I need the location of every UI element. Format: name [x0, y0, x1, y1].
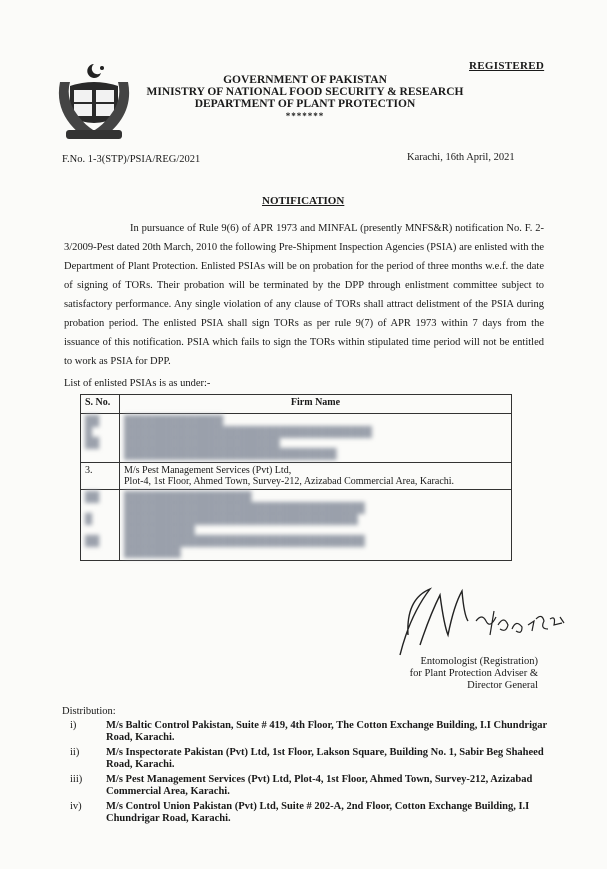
firm-name-header: Firm Name — [120, 395, 512, 414]
list-item-number: ii) — [70, 747, 80, 758]
list-item-text: M/s Baltic Control Pakistan, Suite # 419, 4th Floor, The Cotton Exchange Building, I.I Chundrigar Road, Karachi. — [106, 720, 547, 743]
list-item — [70, 774, 570, 798]
ministry-title: MINISTRY OF NATIONAL FOOD SECURITY & RESEARCH — [146, 86, 464, 98]
list-item-number: iv) — [70, 801, 82, 812]
list-item — [70, 801, 570, 825]
table-row — [81, 463, 512, 490]
firm-name: M/s Pest Management Services (Pvt) Ltd, — [124, 465, 292, 476]
list-item-text: M/s Control Union Pakistan (Pvt) Ltd, Suite # 202-A, 2nd Floor, Cotton Exchange Building, I.I Chundrigar Road, Karachi. — [106, 801, 530, 824]
redacted-cell: ██████████████ ███████████████████████████████████ ██████████████████████ ██████████████████████████████ — [120, 414, 512, 463]
government-title: GOVERNMENT OF PAKISTAN — [223, 74, 387, 86]
firm-address: Plot-4, 1st Floor, Ahmed Town, Survey-212, Azizabad Commercial Area, Karachi. — [124, 476, 455, 487]
letterhead — [140, 74, 470, 122]
psia-table — [80, 394, 512, 561]
signature-block — [388, 656, 538, 692]
list-item — [70, 720, 570, 744]
list-item — [70, 747, 570, 771]
table-header-row — [81, 395, 512, 414]
row-number: 3. — [81, 463, 120, 490]
distribution-label: Distribution: — [62, 706, 116, 717]
handwritten-signature-icon — [380, 585, 570, 665]
signatory-line3: Director General — [467, 680, 538, 691]
notification-body — [64, 219, 544, 371]
redacted-cell: ██████████████████ ██████████████████████████████████ █████████████████████████████████ ██████████ ██████████████████████████████████ ████████ — [120, 490, 512, 561]
registered-stamp: REGISTERED — [469, 60, 545, 72]
signatory-line2: for Plant Protection Adviser & — [409, 668, 538, 679]
list-item-number: iii) — [70, 774, 83, 785]
table-row-redacted — [81, 414, 512, 463]
sno-header: S. No. — [81, 395, 120, 414]
firm-name-cell — [120, 463, 512, 490]
list-item-text: M/s Pest Management Services (Pvt) Ltd, Plot-4, 1st Floor, Ahmed Town, Survey-212, Azizabad Commercial Area, Karachi. — [106, 774, 533, 797]
document-title: NOTIFICATION — [262, 195, 345, 207]
file-number: F.No. 1-3(STP)/PSIA/REG/2021 — [62, 154, 201, 165]
date-line: Karachi, 16th April, 2021 — [407, 152, 515, 163]
redacted-cell: ██ █ ██ — [81, 490, 120, 561]
list-item-text: M/s Inspectorate Pakistan (Pvt) Ltd, 1st Floor, Lakson Square, Building No. 1, Sabir Beg Shaheed Road, Karachi. — [106, 747, 544, 770]
list-intro: List of enlisted PSIAs is as under:- — [64, 378, 211, 389]
signatory-title: Entomologist (Registration) — [420, 656, 538, 667]
list-item-number: i) — [70, 720, 77, 731]
redacted-cell: ██ █ ██ — [81, 414, 120, 463]
department-title: DEPARTMENT OF PLANT PROTECTION — [194, 98, 416, 110]
state-emblem-icon — [56, 62, 132, 144]
distribution-list — [70, 720, 570, 828]
table-row-redacted — [81, 490, 512, 561]
body-paragraph: In pursuance of Rule 9(6) of APR 1973 and MINFAL (presently MNFS&R) notification No. F. 2-3/2009-Pest dated 20th March, 2010 the following Pre-Shipment Inspection Agencies (PSIA) are enlisted with the Department of Plant Protection. Enlisted PSIAs will be on probation for the period of three months w.e.f. the date of signing of TORs. Their probation will be terminated by the DPP through enlistment committee subject to satisfactory performance. Any single violation of any clause of TORs shall attract delistment of the PSIA during probation period. The enlisted PSIA shall sign TORs as per rule 9(7) of APR 1973 within 7 days from the issuance of this notification. PSIA which fails to sign the TORs within stipulated time period will not be entitled to work as PSIA for DPP. — [64, 223, 544, 367]
header-stars: ******* — [285, 111, 325, 121]
